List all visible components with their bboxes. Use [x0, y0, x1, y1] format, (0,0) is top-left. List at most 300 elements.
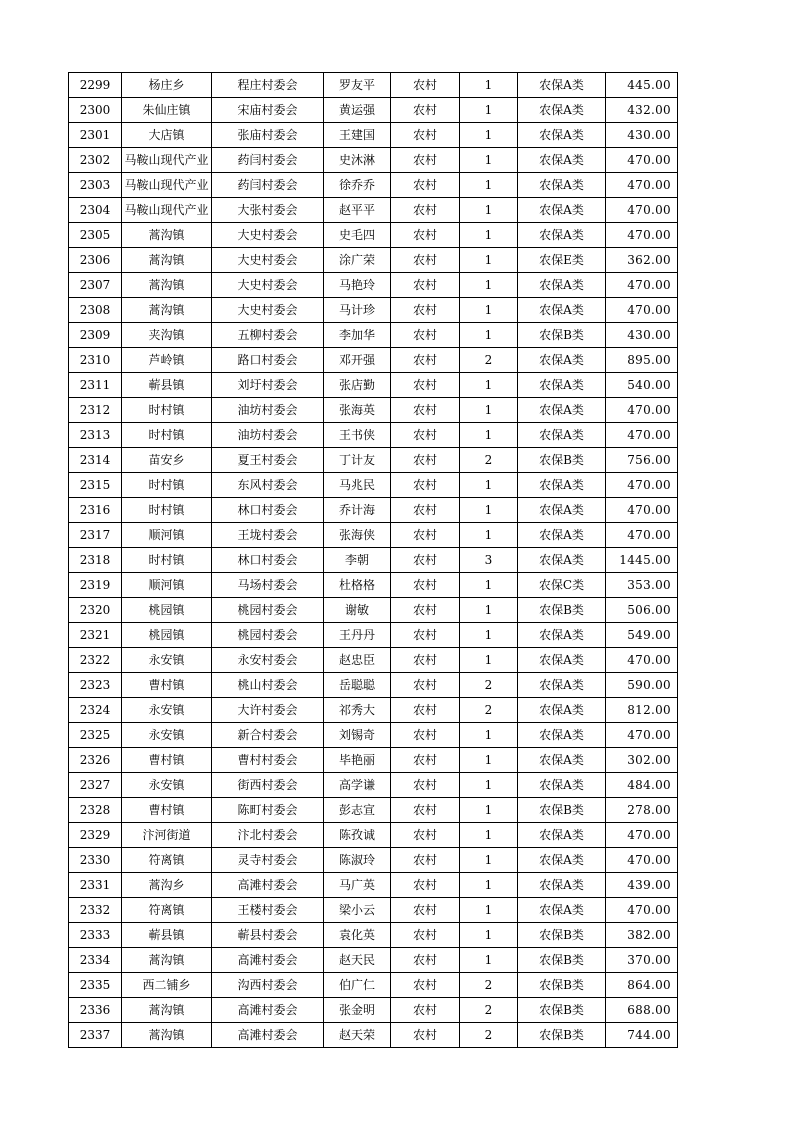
category-cell: 农保A类 — [518, 148, 606, 173]
table-row — [69, 123, 678, 148]
name-cell: 王丹丹 — [324, 623, 391, 648]
row-number: 2327 — [69, 773, 122, 798]
village-cell: 曹村村委会 — [212, 748, 324, 773]
town-cell: 马鞍山现代产业 — [122, 173, 212, 198]
table-body — [69, 73, 678, 1048]
amount-cell: 812.00 — [606, 698, 678, 723]
count-cell: 1 — [460, 623, 518, 648]
name-cell: 陈淑玲 — [324, 848, 391, 873]
area-cell: 农村 — [391, 148, 460, 173]
area-cell: 农村 — [391, 323, 460, 348]
count-cell: 1 — [460, 123, 518, 148]
area-cell: 农村 — [391, 523, 460, 548]
category-cell: 农保A类 — [518, 848, 606, 873]
row-number: 2299 — [69, 73, 122, 98]
town-cell: 苗安乡 — [122, 448, 212, 473]
town-cell: 朱仙庄镇 — [122, 98, 212, 123]
count-cell: 1 — [460, 798, 518, 823]
town-cell: 曹村镇 — [122, 748, 212, 773]
row-number: 2314 — [69, 448, 122, 473]
row-number: 2307 — [69, 273, 122, 298]
village-cell: 药闫村委会 — [212, 173, 324, 198]
town-cell: 蕲县镇 — [122, 373, 212, 398]
amount-cell: 439.00 — [606, 873, 678, 898]
category-cell: 农保B类 — [518, 598, 606, 623]
data-table — [68, 72, 678, 1048]
count-cell: 1 — [460, 823, 518, 848]
row-number: 2320 — [69, 598, 122, 623]
village-cell: 油坊村委会 — [212, 423, 324, 448]
town-cell: 马鞍山现代产业 — [122, 198, 212, 223]
category-cell: 农保B类 — [518, 798, 606, 823]
name-cell: 高学谦 — [324, 773, 391, 798]
name-cell: 赵忠臣 — [324, 648, 391, 673]
row-number: 2321 — [69, 623, 122, 648]
village-cell: 汴北村委会 — [212, 823, 324, 848]
category-cell: 农保A类 — [518, 623, 606, 648]
amount-cell: 470.00 — [606, 473, 678, 498]
table-row — [69, 673, 678, 698]
town-cell: 蒿沟镇 — [122, 223, 212, 248]
amount-cell: 470.00 — [606, 173, 678, 198]
town-cell: 蒿沟乡 — [122, 873, 212, 898]
amount-cell: 430.00 — [606, 123, 678, 148]
category-cell: 农保A类 — [518, 773, 606, 798]
amount-cell: 484.00 — [606, 773, 678, 798]
count-cell: 1 — [460, 198, 518, 223]
row-number: 2316 — [69, 498, 122, 523]
amount-cell: 302.00 — [606, 748, 678, 773]
category-cell: 农保A类 — [518, 473, 606, 498]
area-cell: 农村 — [391, 348, 460, 373]
name-cell: 刘锡奇 — [324, 723, 391, 748]
category-cell: 农保A类 — [518, 723, 606, 748]
category-cell: 农保A类 — [518, 373, 606, 398]
count-cell: 1 — [460, 848, 518, 873]
area-cell: 农村 — [391, 398, 460, 423]
category-cell: 农保A类 — [518, 498, 606, 523]
name-cell: 祁秀大 — [324, 698, 391, 723]
village-cell: 高滩村委会 — [212, 873, 324, 898]
area-cell: 农村 — [391, 123, 460, 148]
table-row — [69, 698, 678, 723]
count-cell: 1 — [460, 948, 518, 973]
table-row — [69, 298, 678, 323]
category-cell: 农保A类 — [518, 198, 606, 223]
town-cell: 永安镇 — [122, 723, 212, 748]
table-row — [69, 823, 678, 848]
row-number: 2303 — [69, 173, 122, 198]
amount-cell: 353.00 — [606, 573, 678, 598]
area-cell: 农村 — [391, 998, 460, 1023]
area-cell: 农村 — [391, 973, 460, 998]
village-cell: 陈町村委会 — [212, 798, 324, 823]
area-cell: 农村 — [391, 848, 460, 873]
count-cell: 3 — [460, 548, 518, 573]
row-number: 2337 — [69, 1023, 122, 1048]
table-row — [69, 148, 678, 173]
amount-cell: 470.00 — [606, 198, 678, 223]
table-row — [69, 398, 678, 423]
amount-cell: 470.00 — [606, 148, 678, 173]
town-cell: 顺河镇 — [122, 573, 212, 598]
table-row — [69, 573, 678, 598]
town-cell: 永安镇 — [122, 773, 212, 798]
amount-cell: 470.00 — [606, 848, 678, 873]
village-cell: 东风村委会 — [212, 473, 324, 498]
category-cell: 农保A类 — [518, 273, 606, 298]
village-cell: 张庙村委会 — [212, 123, 324, 148]
name-cell: 李加华 — [324, 323, 391, 348]
row-number: 2305 — [69, 223, 122, 248]
category-cell: 农保A类 — [518, 423, 606, 448]
category-cell: 农保A类 — [518, 548, 606, 573]
count-cell: 2 — [460, 1023, 518, 1048]
village-cell: 大史村委会 — [212, 223, 324, 248]
count-cell: 1 — [460, 173, 518, 198]
town-cell: 蒿沟镇 — [122, 298, 212, 323]
town-cell: 桃园镇 — [122, 598, 212, 623]
category-cell: 农保B类 — [518, 323, 606, 348]
town-cell: 曹村镇 — [122, 798, 212, 823]
area-cell: 农村 — [391, 723, 460, 748]
area-cell: 农村 — [391, 598, 460, 623]
table-row — [69, 898, 678, 923]
area-cell: 农村 — [391, 748, 460, 773]
town-cell: 蒿沟镇 — [122, 248, 212, 273]
village-cell: 大史村委会 — [212, 273, 324, 298]
row-number: 2309 — [69, 323, 122, 348]
village-cell: 大史村委会 — [212, 298, 324, 323]
table-row — [69, 523, 678, 548]
town-cell: 曹村镇 — [122, 673, 212, 698]
table-row — [69, 98, 678, 123]
amount-cell: 445.00 — [606, 73, 678, 98]
amount-cell: 370.00 — [606, 948, 678, 973]
area-cell: 农村 — [391, 473, 460, 498]
amount-cell: 470.00 — [606, 398, 678, 423]
row-number: 2315 — [69, 473, 122, 498]
village-cell: 街西村委会 — [212, 773, 324, 798]
name-cell: 赵平平 — [324, 198, 391, 223]
category-cell: 农保A类 — [518, 348, 606, 373]
row-number: 2334 — [69, 948, 122, 973]
count-cell: 1 — [460, 598, 518, 623]
amount-cell: 549.00 — [606, 623, 678, 648]
table-row — [69, 598, 678, 623]
amount-cell: 432.00 — [606, 98, 678, 123]
amount-cell: 470.00 — [606, 273, 678, 298]
name-cell: 张海英 — [324, 398, 391, 423]
category-cell: 农保B类 — [518, 448, 606, 473]
table-row — [69, 798, 678, 823]
town-cell: 蒿沟镇 — [122, 273, 212, 298]
amount-cell: 895.00 — [606, 348, 678, 373]
row-number: 2311 — [69, 373, 122, 398]
category-cell: 农保A类 — [518, 673, 606, 698]
area-cell: 农村 — [391, 898, 460, 923]
table-row — [69, 873, 678, 898]
village-cell: 高滩村委会 — [212, 998, 324, 1023]
count-cell: 1 — [460, 398, 518, 423]
village-cell: 蕲县村委会 — [212, 923, 324, 948]
table-row — [69, 1023, 678, 1048]
amount-cell: 744.00 — [606, 1023, 678, 1048]
amount-cell: 470.00 — [606, 298, 678, 323]
area-cell: 农村 — [391, 548, 460, 573]
category-cell: 农保E类 — [518, 248, 606, 273]
count-cell: 1 — [460, 73, 518, 98]
town-cell: 杨庄乡 — [122, 73, 212, 98]
amount-cell: 470.00 — [606, 223, 678, 248]
row-number: 2332 — [69, 898, 122, 923]
area-cell: 农村 — [391, 448, 460, 473]
area-cell: 农村 — [391, 248, 460, 273]
name-cell: 乔计海 — [324, 498, 391, 523]
town-cell: 蒿沟镇 — [122, 998, 212, 1023]
table-row — [69, 73, 678, 98]
amount-cell: 430.00 — [606, 323, 678, 348]
town-cell: 时村镇 — [122, 473, 212, 498]
category-cell: 农保A类 — [518, 398, 606, 423]
category-cell: 农保A类 — [518, 523, 606, 548]
category-cell: 农保B类 — [518, 998, 606, 1023]
name-cell: 史沐淋 — [324, 148, 391, 173]
area-cell: 农村 — [391, 698, 460, 723]
count-cell: 1 — [460, 98, 518, 123]
count-cell: 1 — [460, 723, 518, 748]
category-cell: 农保A类 — [518, 173, 606, 198]
category-cell: 农保A类 — [518, 748, 606, 773]
table-row — [69, 173, 678, 198]
name-cell: 张金明 — [324, 998, 391, 1023]
amount-cell: 470.00 — [606, 723, 678, 748]
count-cell: 1 — [460, 298, 518, 323]
count-cell: 2 — [460, 698, 518, 723]
amount-cell: 688.00 — [606, 998, 678, 1023]
town-cell: 时村镇 — [122, 423, 212, 448]
count-cell: 1 — [460, 148, 518, 173]
table-row — [69, 348, 678, 373]
category-cell: 农保A类 — [518, 823, 606, 848]
row-number: 2330 — [69, 848, 122, 873]
name-cell: 马兆民 — [324, 473, 391, 498]
area-cell: 农村 — [391, 948, 460, 973]
village-cell: 程庄村委会 — [212, 73, 324, 98]
area-cell: 农村 — [391, 498, 460, 523]
name-cell: 赵天民 — [324, 948, 391, 973]
name-cell: 赵天荣 — [324, 1023, 391, 1048]
town-cell: 时村镇 — [122, 398, 212, 423]
area-cell: 农村 — [391, 923, 460, 948]
category-cell: 农保B类 — [518, 948, 606, 973]
category-cell: 农保A类 — [518, 898, 606, 923]
amount-cell: 506.00 — [606, 598, 678, 623]
town-cell: 大店镇 — [122, 123, 212, 148]
count-cell: 1 — [460, 748, 518, 773]
name-cell: 岳聪聪 — [324, 673, 391, 698]
town-cell: 时村镇 — [122, 498, 212, 523]
row-number: 2302 — [69, 148, 122, 173]
category-cell: 农保C类 — [518, 573, 606, 598]
row-number: 2333 — [69, 923, 122, 948]
amount-cell: 382.00 — [606, 923, 678, 948]
village-cell: 马场村委会 — [212, 573, 324, 598]
row-number: 2301 — [69, 123, 122, 148]
row-number: 2323 — [69, 673, 122, 698]
row-number: 2312 — [69, 398, 122, 423]
row-number: 2336 — [69, 998, 122, 1023]
row-number: 2318 — [69, 548, 122, 573]
name-cell: 丁计友 — [324, 448, 391, 473]
area-cell: 农村 — [391, 298, 460, 323]
village-cell: 林口村委会 — [212, 548, 324, 573]
category-cell: 农保B类 — [518, 1023, 606, 1048]
category-cell: 农保A类 — [518, 73, 606, 98]
village-cell: 刘圩村委会 — [212, 373, 324, 398]
table-row — [69, 723, 678, 748]
category-cell: 农保A类 — [518, 648, 606, 673]
count-cell: 1 — [460, 473, 518, 498]
row-number: 2324 — [69, 698, 122, 723]
name-cell: 史毛四 — [324, 223, 391, 248]
amount-cell: 590.00 — [606, 673, 678, 698]
category-cell: 农保A类 — [518, 98, 606, 123]
town-cell: 蕲县镇 — [122, 923, 212, 948]
count-cell: 1 — [460, 273, 518, 298]
table-row — [69, 423, 678, 448]
row-number: 2310 — [69, 348, 122, 373]
count-cell: 1 — [460, 523, 518, 548]
row-number: 2304 — [69, 198, 122, 223]
village-cell: 桃园村委会 — [212, 623, 324, 648]
table-row — [69, 198, 678, 223]
area-cell: 农村 — [391, 798, 460, 823]
village-cell: 永安村委会 — [212, 648, 324, 673]
amount-cell: 470.00 — [606, 423, 678, 448]
area-cell: 农村 — [391, 198, 460, 223]
row-number: 2335 — [69, 973, 122, 998]
village-cell: 林口村委会 — [212, 498, 324, 523]
town-cell: 桃园镇 — [122, 623, 212, 648]
amount-cell: 540.00 — [606, 373, 678, 398]
area-cell: 农村 — [391, 873, 460, 898]
table-row — [69, 498, 678, 523]
area-cell: 农村 — [391, 73, 460, 98]
village-cell: 五柳村委会 — [212, 323, 324, 348]
area-cell: 农村 — [391, 98, 460, 123]
town-cell: 符离镇 — [122, 898, 212, 923]
count-cell: 1 — [460, 498, 518, 523]
area-cell: 农村 — [391, 623, 460, 648]
table-row — [69, 748, 678, 773]
town-cell: 永安镇 — [122, 648, 212, 673]
village-cell: 王垅村委会 — [212, 523, 324, 548]
table-row — [69, 248, 678, 273]
name-cell: 王建国 — [324, 123, 391, 148]
table-row — [69, 998, 678, 1023]
village-cell: 桃园村委会 — [212, 598, 324, 623]
area-cell: 农村 — [391, 823, 460, 848]
village-cell: 路口村委会 — [212, 348, 324, 373]
table-row — [69, 473, 678, 498]
count-cell: 2 — [460, 673, 518, 698]
village-cell: 灵寺村委会 — [212, 848, 324, 873]
amount-cell: 278.00 — [606, 798, 678, 823]
name-cell: 马计珍 — [324, 298, 391, 323]
village-cell: 大许村委会 — [212, 698, 324, 723]
count-cell: 2 — [460, 348, 518, 373]
count-cell: 1 — [460, 323, 518, 348]
name-cell: 袁化英 — [324, 923, 391, 948]
row-number: 2308 — [69, 298, 122, 323]
village-cell: 沟西村委会 — [212, 973, 324, 998]
amount-cell: 362.00 — [606, 248, 678, 273]
table-row — [69, 773, 678, 798]
name-cell: 杜格格 — [324, 573, 391, 598]
category-cell: 农保A类 — [518, 298, 606, 323]
name-cell: 张海侠 — [324, 523, 391, 548]
name-cell: 彭志宣 — [324, 798, 391, 823]
amount-cell: 470.00 — [606, 498, 678, 523]
table-row — [69, 848, 678, 873]
area-cell: 农村 — [391, 573, 460, 598]
count-cell: 1 — [460, 923, 518, 948]
village-cell: 王楼村委会 — [212, 898, 324, 923]
category-cell: 农保A类 — [518, 698, 606, 723]
table-row — [69, 448, 678, 473]
town-cell: 芦岭镇 — [122, 348, 212, 373]
amount-cell: 470.00 — [606, 523, 678, 548]
town-cell: 符离镇 — [122, 848, 212, 873]
count-cell: 1 — [460, 773, 518, 798]
row-number: 2329 — [69, 823, 122, 848]
table-row — [69, 223, 678, 248]
table-row — [69, 973, 678, 998]
row-number: 2328 — [69, 798, 122, 823]
count-cell: 1 — [460, 648, 518, 673]
table-row — [69, 323, 678, 348]
row-number: 2319 — [69, 573, 122, 598]
name-cell: 马艳玲 — [324, 273, 391, 298]
table-row — [69, 948, 678, 973]
table-row — [69, 373, 678, 398]
count-cell: 1 — [460, 423, 518, 448]
count-cell: 2 — [460, 998, 518, 1023]
name-cell: 罗友平 — [324, 73, 391, 98]
count-cell: 1 — [460, 373, 518, 398]
name-cell: 毕艳丽 — [324, 748, 391, 773]
name-cell: 邓开强 — [324, 348, 391, 373]
row-number: 2322 — [69, 648, 122, 673]
name-cell: 陈孜诚 — [324, 823, 391, 848]
name-cell: 谢敏 — [324, 598, 391, 623]
row-number: 2306 — [69, 248, 122, 273]
table-row — [69, 548, 678, 573]
amount-cell: 470.00 — [606, 898, 678, 923]
area-cell: 农村 — [391, 773, 460, 798]
area-cell: 农村 — [391, 223, 460, 248]
town-cell: 西二铺乡 — [122, 973, 212, 998]
category-cell: 农保A类 — [518, 123, 606, 148]
town-cell: 顺河镇 — [122, 523, 212, 548]
name-cell: 王书侠 — [324, 423, 391, 448]
area-cell: 农村 — [391, 273, 460, 298]
category-cell: 农保B类 — [518, 973, 606, 998]
village-cell: 宋庙村委会 — [212, 98, 324, 123]
area-cell: 农村 — [391, 1023, 460, 1048]
table-row — [69, 623, 678, 648]
